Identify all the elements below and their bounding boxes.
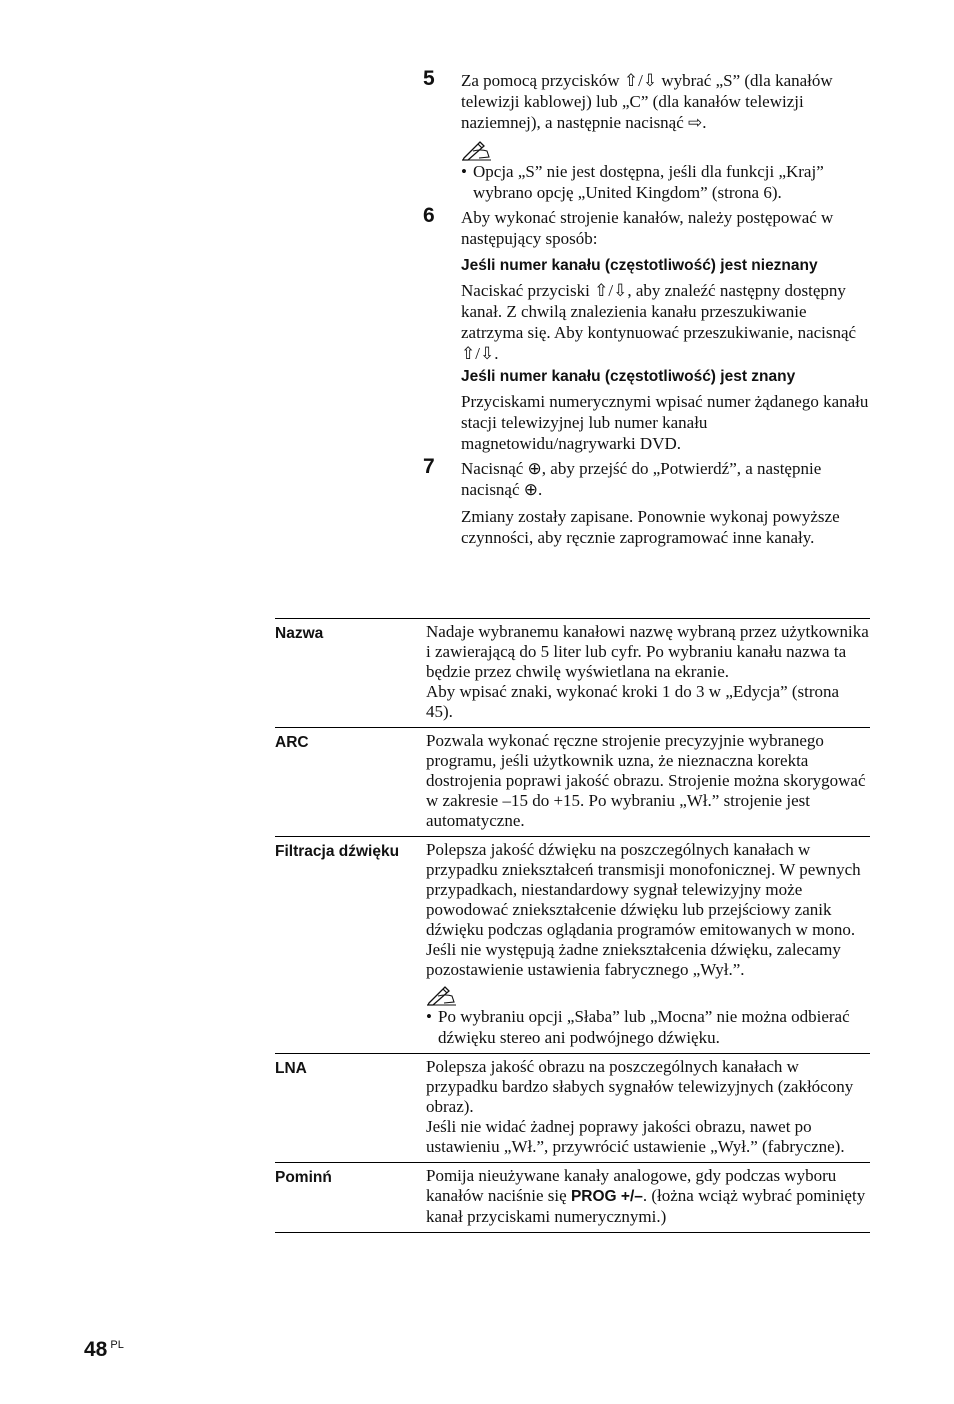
step-text-2: Zmiany zostały zapisane. Ponownie wykonaj powyższe czynności, aby ręcznie zaprogramować inne kanały. xyxy=(461,507,840,547)
desc-line: Jeśli nie widać żadnej poprawy jakości obrazu, nawet po ustawieniu „Wł.”, przywrócić ustawienie „Wył.” (fabryczne). xyxy=(426,1117,845,1156)
row-desc xyxy=(426,731,870,831)
table-row xyxy=(275,619,870,728)
step-number: 5 xyxy=(423,67,435,90)
step-text: Nacisnąć ⊕, aby przejść do „Potwierdź”, a następnie nacisnąć ⊕. xyxy=(461,459,822,499)
table-row xyxy=(275,837,870,1054)
row-term: LNA xyxy=(275,1060,307,1077)
row-term: ARC xyxy=(275,734,309,751)
desc-line: Polepsza jakość obrazu na poszczególnych kanałach w przypadku bardzo słabych sygnałów telewizyjnych (zakłócony obraz). xyxy=(426,1057,854,1116)
desc-line: Nadaje wybranemu kanałowi nazwę wybraną przez użytkownika i zawierającą do 5 liter lub cyfr. Po wybraniu kanału nazwa ta będzie przez chwilę wyświetlana na ekranie. xyxy=(426,622,869,681)
subheading-known: Jeśli numer kanału (częstotliwość) jest znany xyxy=(461,368,796,385)
note-pencil-icon xyxy=(461,139,493,161)
step-6 xyxy=(423,204,869,454)
row-desc xyxy=(426,1166,870,1227)
prog-button-label: PROG +/– xyxy=(570,1188,643,1205)
step-number: 6 xyxy=(423,204,435,227)
row-desc xyxy=(426,622,870,722)
note-bullet: • Po wybraniu opcji „Słaba” lub „Mocna” nie można odbierać dźwięku stereo ani podwójnego dźwięku. xyxy=(426,1006,870,1048)
step-number: 7 xyxy=(423,455,435,478)
row-term: Filtracja dźwięku xyxy=(275,843,400,860)
step-7 xyxy=(423,455,869,548)
language-code: PL xyxy=(110,1339,124,1351)
note-bullet: • Opcja „S” nie jest dostępna, jeśli dla funkcji „Kraj” wybrano opcję „United Kingdom” (strona 6). xyxy=(461,161,869,203)
desc-line: Pozwala wykonać ręczne strojenie precyzyjnie wybranego programu, jeśli użytkownik uzna, że nieznaczna korekta dostrojenia poprawi jakość obrazu. Strojenie można skorygować w zakresie –15 do +15. Po wybraniu „Wł.” strojenie jest automatyczne. xyxy=(426,731,866,830)
desc-part: Pomija nieużywane kanały analogowe, gdy podczas wyboru kanałów naciśnie się xyxy=(426,1166,837,1205)
row-term: Nazwa xyxy=(275,625,324,642)
desc-line: Polepsza jakość dźwięku na poszczególnych kanałach w przypadku zniekształceń transmisji monofonicznej. W pewnych przypadkach, niestandardowy sygnał telewizyjny może powodować zniekształcenie dźwięku lub przejściowy zanik dźwięku podczas oglądania programów emitowanych w mono. xyxy=(426,840,861,939)
settings-table xyxy=(275,618,870,1233)
desc-line: Aby wpisać znaki, wykonać kroki 1 do 3 w „Edycja” (strona 45). xyxy=(426,682,840,721)
page-footer xyxy=(84,1338,124,1362)
desc-part: . (łożna wciąż wybrać pominięty kanał przyciskami numerycznymi.) xyxy=(426,1186,866,1226)
page-number: 48 xyxy=(84,1338,108,1361)
row-desc xyxy=(426,840,870,1048)
table-row xyxy=(275,728,870,837)
subtext-unknown: Naciskać przyciski ⇧/⇩, aby znaleźć następny dostępny kanał. Z chwilą znalezienia kanału przeszukiwanie zatrzyma się. Aby kontynuować przeszukiwanie, nacisnąć ⇧/⇩. xyxy=(461,281,857,363)
row-desc xyxy=(426,1057,870,1157)
step-text: Za pomocą przycisków ⇧/⇩ wybrać „S” (dla kanałów telewizji kablowej) lub „C” (dla kanałów telewizji naziemnej), a następnie nacisnąć ⇨. xyxy=(461,71,833,132)
steps-section xyxy=(423,67,869,554)
step-text: Aby wykonać strojenie kanałów, należy postępować w następujący sposób: xyxy=(461,208,834,248)
step-5 xyxy=(423,67,869,203)
subtext-known: Przyciskami numerycznymi wpisać numer żądanego kanału stacji telewizyjnej lub numer kanału magnetowidu/nagrywarki DVD. xyxy=(461,392,869,453)
row-term: Pominń xyxy=(275,1169,332,1186)
table-row xyxy=(275,1054,870,1163)
desc-line: Jeśli nie występują żadne zniekształcenia dźwięku, zalecamy pozostawienie ustawienia fabrycznego „Wył.”. xyxy=(426,940,841,979)
note-pencil-icon xyxy=(426,984,458,1006)
table-row xyxy=(275,1163,870,1233)
subheading-unknown: Jeśli numer kanału (częstotliwość) jest nieznany xyxy=(461,257,818,274)
